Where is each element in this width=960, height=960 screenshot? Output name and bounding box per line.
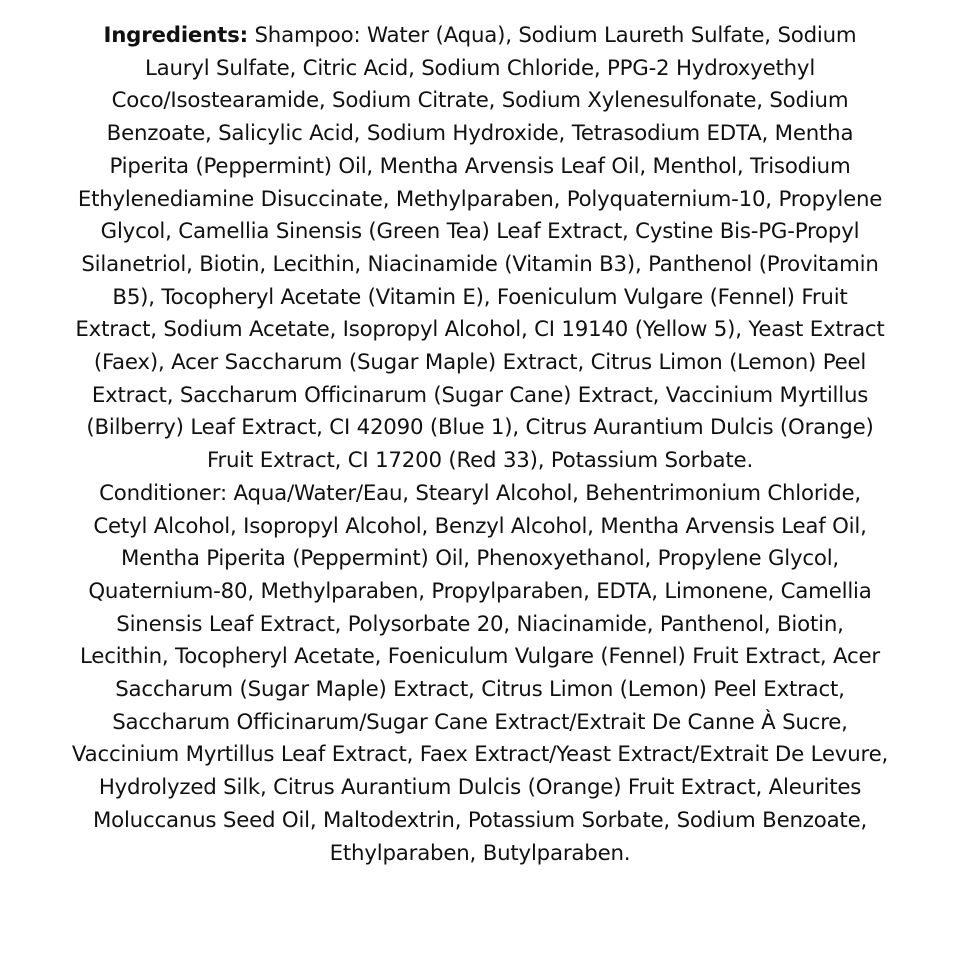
shampoo-ingredients-paragraph bbox=[70, 20, 890, 478]
ingredients-list bbox=[70, 20, 890, 870]
conditioner-ingredients-paragraph bbox=[70, 478, 890, 870]
conditioner-ingredients-text: Conditioner: Aqua/Water/Eau, Stearyl Alcohol, Behentrimonium Chloride, Cetyl Alcohol, Isopropyl Alcohol, Benzyl Alcohol, Mentha Arvensis Leaf Oil, Mentha Piperita (Peppermint) Oil, Phenoxyethanol, Propylene Glycol, Quaternium-80, Methylparaben, Propylparaben, EDTA, Limonene, Camellia Sinensis Leaf Extract, Polysorbate 20, Niacinamide, Panthenol, Biotin, Lecithin, Tocopheryl Acetate, Foeniculum Vulgare (Fennel) Fruit Extract, Acer Saccharum (Sugar Maple) Extract, Citrus Limon (Lemon) Peel Extract, Saccharum Officinarum/Sugar Cane Extract/Extrait De Canne À Sucre, Vaccinium Myrtillus Leaf Extract, Faex Extract/Yeast Extract/Extrait De Levure, Hydrolyzed Silk, Citrus Aurantium Dulcis (Orange) Fruit Extract, Aleurites Moluccanus Seed Oil, Maltodextrin, Potassium Sorbate, Sodium Benzoate, Ethylparaben, Butylparaben. bbox=[71, 480, 889, 866]
ingredients-heading: Ingredients: bbox=[103, 23, 248, 48]
shampoo-ingredients-text: Shampoo: Water (Aqua), Sodium Laureth Sulfate, Sodium Lauryl Sulfate, Citric Acid, Sodium Chloride, PPG-2 Hydroxyethyl Coco/Isostearamide, Sodium Citrate, Sodium Xylenesulfonate, Sodium Benzoate, Salicylic Acid, Sodium Hydroxide, Tetrasodium EDTA, Mentha Piperita (Peppermint) Oil, Mentha Arvensis Leaf Oil, Menthol, Trisodium Ethylenediamine Disuccinate, Methylparaben, Polyquaternium-10, Propylene Glycol, Camellia Sinensis (Green Tea) Leaf Extract, Cystine Bis-PG-Propyl Silanetriol, Biotin, Lecithin, Niacinamide (Vitamin B3), Panthenol (Provitamin B5), Tocopheryl Acetate (Vitamin E), Foeniculum Vulgare (Fennel) Fruit Extract, Sodium Acetate, Isopropyl Alcohol, CI 19140 (Yellow 5), Yeast Extract (Faex), Acer Saccharum (Sugar Maple) Extract, Citrus Limon (Lemon) Peel Extract, Saccharum Officinarum (Sugar Cane) Extract, Vaccinium Myrtillus (Bilberry) Leaf Extract, CI 42090 (Blue 1), Citrus Aurantium Dulcis (Orange) Fruit Extract, CI 17200 (Red 33), Potassium Sorbate. bbox=[75, 23, 885, 474]
